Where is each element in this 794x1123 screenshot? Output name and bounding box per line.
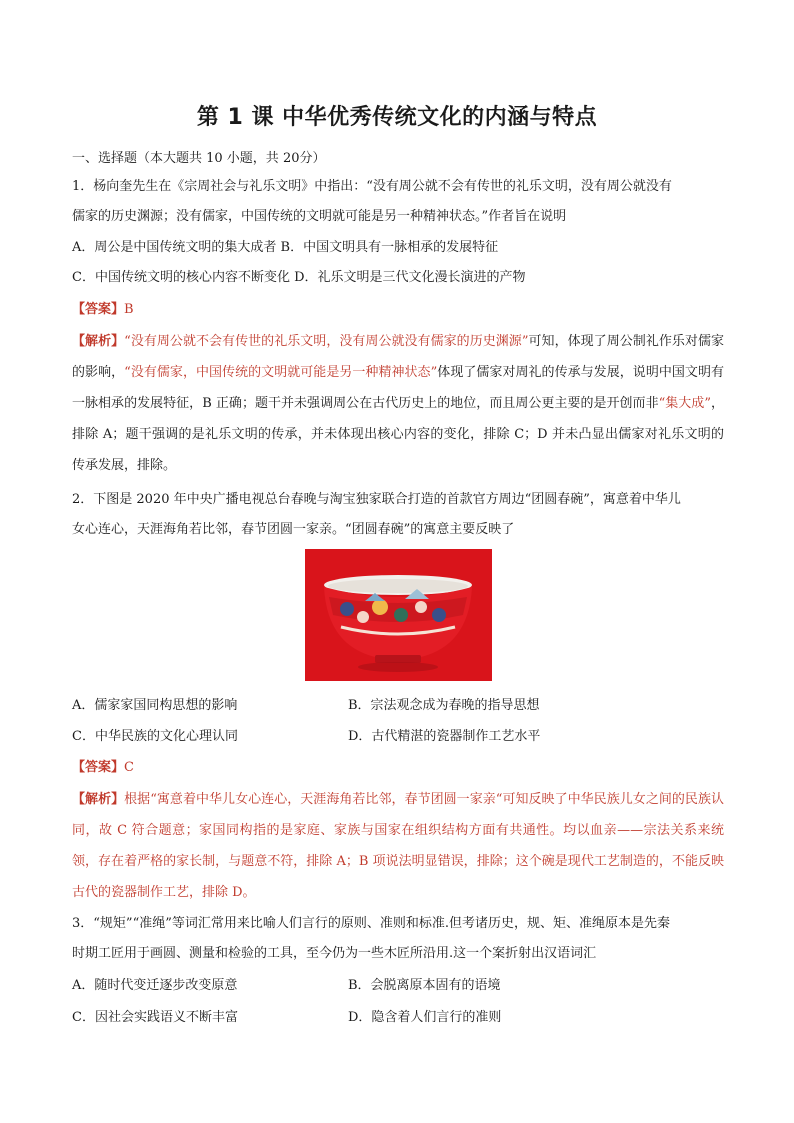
q1-analysis <box>72 326 724 481</box>
q3-stem-line-2: 时期工匠用于画圆、测量和检验的工具，至今仍为一些木匠所沿用.这一个案折射出汉语词汇 <box>72 946 597 961</box>
option-d: D．古代精湛的瓷器制作工艺水平 <box>348 729 541 744</box>
section-heading: 一、选择题（本大题共 10 小题，共 20分） <box>72 151 326 166</box>
answer-tag: 【答案】 <box>72 760 125 775</box>
analysis-text: 可知，体现了周公制礼作乐对儒家的影响， <box>72 334 724 380</box>
option-c: C．中华民族的文化心理认同 <box>72 729 238 744</box>
answer-value: C <box>124 760 134 775</box>
q2-stem-line-1: 2．下图是 2020 年中央广播电视总台春晚与淘宝独家联合打造的首款官方周边“团圆春碗”，寓意着中华儿 <box>72 492 681 507</box>
option-a: A．儒家家国同构思想的影响 <box>72 698 238 713</box>
q1-answer <box>72 300 724 320</box>
option-d: D．隐含着人们言行的准则 <box>348 1010 502 1025</box>
q2-answer <box>72 758 724 778</box>
bowl-illustration <box>305 549 492 681</box>
bowl-image <box>305 549 492 681</box>
q1-options-line-2: C．中国传统文明的核心内容不断变化 D．礼乐文明是三代文化漫长演进的产物 <box>72 270 526 285</box>
q1-stem-line-1: 1．杨向奎先生在《宗周社会与礼乐文明》中指出：“没有周公就不会有传世的礼乐文明，没有周公就没有 <box>72 179 672 194</box>
analysis-text: 根据“寓意着中华儿女心连心，天涯海角若比邻，春节团圆一家亲“可知反映了中华民族儿女之间的民族认同，故 C 符合题意；家国同构指的是家庭、家族与国家在组织结构方面有共通性。均以血亲——宗法关系来统领，存在着严格的家长制，与题意不符，排除 A；B 项说法明显错误，排除；这个碗是现代工艺制造的，不能反映古代的瓷器制作工艺，排除 D。 <box>72 792 724 900</box>
q3-stem-line-1: 3．“规矩”“准绳”等词汇常用来比喻人们言行的原则、准则和标准.但考诸历史，规、矩、准绳原本是先秦 <box>72 916 670 931</box>
option-b: B．宗法观念成为春晚的指导思想 <box>348 698 540 713</box>
analysis-quote: “集大成” <box>658 396 711 411</box>
option-c: C．因社会实践语义不断丰富 <box>72 1010 238 1025</box>
analysis-quote: “没有儒家，中国传统的文明就可能是另一种精神状态” <box>124 365 438 380</box>
answer-tag: 【答案】 <box>72 302 125 317</box>
option-b: B．会脱离原本固有的语境 <box>348 978 501 993</box>
analysis-tag: 【解析】 <box>72 334 125 349</box>
q1-options-line-1: A．周公是中国传统文明的集大成者 B．中国文明具有一脉相承的发展特征 <box>72 240 499 255</box>
analysis-quote: “没有周公就不会有传世的礼乐文明，没有周公就没有儒家的历史渊源” <box>124 334 529 349</box>
q2-stem-line-2: 女心连心，天涯海角若比邻，春节团圆一家亲。“团圆春碗”的寓意主要反映了 <box>72 522 515 537</box>
analysis-text: ，排除 A；题干强调的是礼乐文明的传承，并未体现出核心内容的变化，排除 C；D 并未凸显出儒家对礼乐文明的传承发展，排除。 <box>72 396 724 473</box>
q1-stem-line-2: 儒家的历史渊源；没有儒家，中国传统的文明就可能是另一种精神状态。”作者旨在说明 <box>72 209 567 224</box>
q2-analysis <box>72 784 724 908</box>
q2-options-row-2 <box>72 727 724 747</box>
analysis-text: 体现了儒家对周礼的传承与发展，说明中国文明有一脉相承的发展特征，B 正确；题干并未强调周公在古代历史上的地位，而且周公更主要的是开创而非 <box>72 365 724 411</box>
analysis-tag: 【解析】 <box>72 792 125 807</box>
q2-options-row-1 <box>72 696 724 716</box>
q3-options-row-2 <box>72 1008 724 1028</box>
option-a: A．随时代变迁逐步改变原意 <box>72 978 238 993</box>
page-title: 第 1 课 中华优秀传统文化的内涵与特点 <box>196 105 598 130</box>
answer-value: B <box>124 302 134 317</box>
q3-options-row-1 <box>72 976 724 996</box>
